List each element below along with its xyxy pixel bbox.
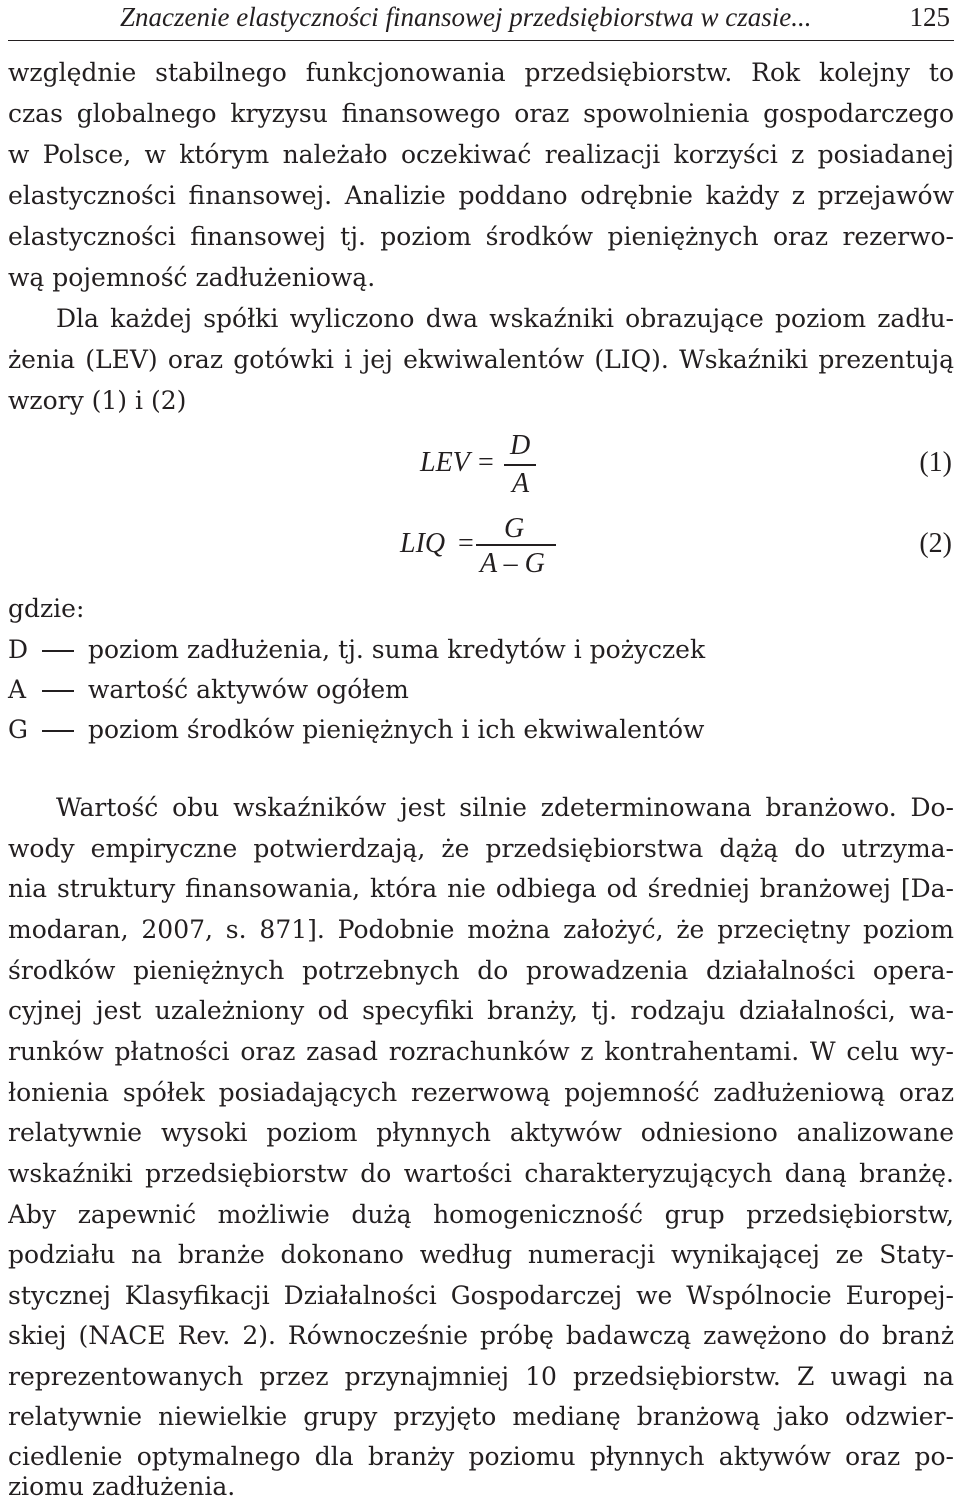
text-line: czas globalnego kryzysu finansowego oraz spowolnienia gospodarczego bbox=[8, 99, 954, 128]
text-line: reprezentowanych przez przynajmniej 10 przedsiębiorstw. Z uwagi na bbox=[8, 1362, 954, 1391]
equation-number: (2) bbox=[919, 528, 952, 559]
definition-text: wartość aktywów ogółem bbox=[88, 675, 409, 704]
text-line: relatywnie niewielkie grupy przyjęto medianę branżową jako odzwier- bbox=[8, 1402, 954, 1431]
text-line: Dla każdej spółki wyliczono dwa wskaźniki obrazujące poziom zadłu- bbox=[56, 304, 954, 333]
formula-denominator: A – G bbox=[480, 548, 545, 579]
fraction-bar bbox=[476, 544, 556, 546]
text-line: elastyczności finansowej. Analizie poddano odrębnie każdy z przejawów bbox=[8, 181, 954, 210]
formula-numerator: G bbox=[504, 513, 525, 544]
formula-numerator: D bbox=[510, 430, 531, 461]
formula-equals: = bbox=[478, 447, 494, 478]
text-line: Aby zapewnić możliwie dużą homogeniczność grup przedsiębiorstw, bbox=[8, 1200, 954, 1229]
definition-symbol: G bbox=[8, 715, 28, 744]
formula-equals: = bbox=[458, 528, 474, 559]
text-line: podziału na branże dokonano według numeracji wynikającej ze Staty- bbox=[8, 1240, 954, 1269]
text-line: wskaźniki przedsiębiorstw do wartości charakteryzujących daną branżę. bbox=[8, 1159, 954, 1188]
definition-text: poziom środków pieniężnych i ich ekwiwalentów bbox=[88, 715, 705, 744]
em-dash bbox=[42, 690, 74, 692]
em-dash bbox=[42, 650, 74, 652]
text-line: stycznej Klasyfikacji Działalności Gospodarczej we Wspólnocie Europej- bbox=[8, 1281, 954, 1310]
definition-symbol: A bbox=[8, 675, 27, 704]
text-line: wzory (1) i (2) bbox=[8, 386, 187, 415]
definition-symbol: D bbox=[8, 635, 29, 664]
formula-denominator: A bbox=[512, 468, 530, 499]
where-label: gdzie: bbox=[8, 594, 85, 623]
text-line: Wartość obu wskaźników jest silnie zdeterminowana branżowo. Do- bbox=[56, 793, 954, 822]
text-line: relatywnie wysoki poziom płynnych aktywów odniesiono analizowane bbox=[8, 1118, 954, 1147]
fraction-bar bbox=[504, 464, 536, 466]
text-line: ziomu zadłużenia. bbox=[8, 1472, 236, 1501]
text-line: łonienia spółek posiadających rezerwową pojemność zadłużeniową oraz bbox=[8, 1078, 954, 1107]
text-line: skiej (NACE Rev. 2). Równocześnie próbę badawczą zawężono do branż bbox=[8, 1321, 954, 1350]
text-line: w Polsce, w którym należało oczekiwać realizacji korzyści z posiadanej bbox=[8, 140, 954, 169]
text-line: wą pojemność zadłużeniową. bbox=[8, 263, 376, 292]
text-line: modaran, 2007, s. 871]. Podobnie można założyć, że przeciętny poziom bbox=[8, 915, 954, 944]
text-line: względnie stabilnego funkcjonowania przedsiębiorstw. Rok kolejny to bbox=[8, 58, 954, 87]
equation-number: (1) bbox=[919, 447, 952, 478]
text-line: żenia (LEV) oraz gotówki i jej ekwiwalentów (LIQ). Wskaźniki prezentują bbox=[8, 345, 954, 374]
page-number: 125 bbox=[909, 2, 950, 32]
definition-text: poziom zadłużenia, tj. suma kredytów i pożyczek bbox=[88, 635, 706, 664]
formula-lhs: LIQ bbox=[400, 528, 446, 559]
text-line: runków płatności oraz zasad rozrachunków z kontrahentami. W celu wy- bbox=[8, 1037, 954, 1066]
text-line: elastyczności finansowej tj. poziom środków pieniężnych oraz rezerwo- bbox=[8, 222, 954, 251]
em-dash bbox=[42, 730, 74, 732]
text-line: środków pieniężnych potrzebnych do prowadzenia działalności opera- bbox=[8, 956, 954, 985]
text-line: ciedlenie optymalnego dla branży poziomu płynnych aktywów oraz po- bbox=[8, 1442, 954, 1471]
running-header bbox=[8, 0, 954, 41]
text-line: cyjnej jest uzależniony od specyfiki branży, tj. rodzaju działalności, wa- bbox=[8, 996, 954, 1025]
text-line: wody empiryczne potwierdzają, że przedsiębiorstwa dążą do utrzyma- bbox=[8, 834, 954, 863]
running-title: Znaczenie elastyczności finansowej przedsiębiorstwa w czasie... bbox=[120, 2, 812, 32]
text-line: nia struktury finansowania, która nie odbiega od średniej branżowej [Da- bbox=[8, 874, 954, 903]
formula-lhs: LEV bbox=[420, 447, 470, 478]
